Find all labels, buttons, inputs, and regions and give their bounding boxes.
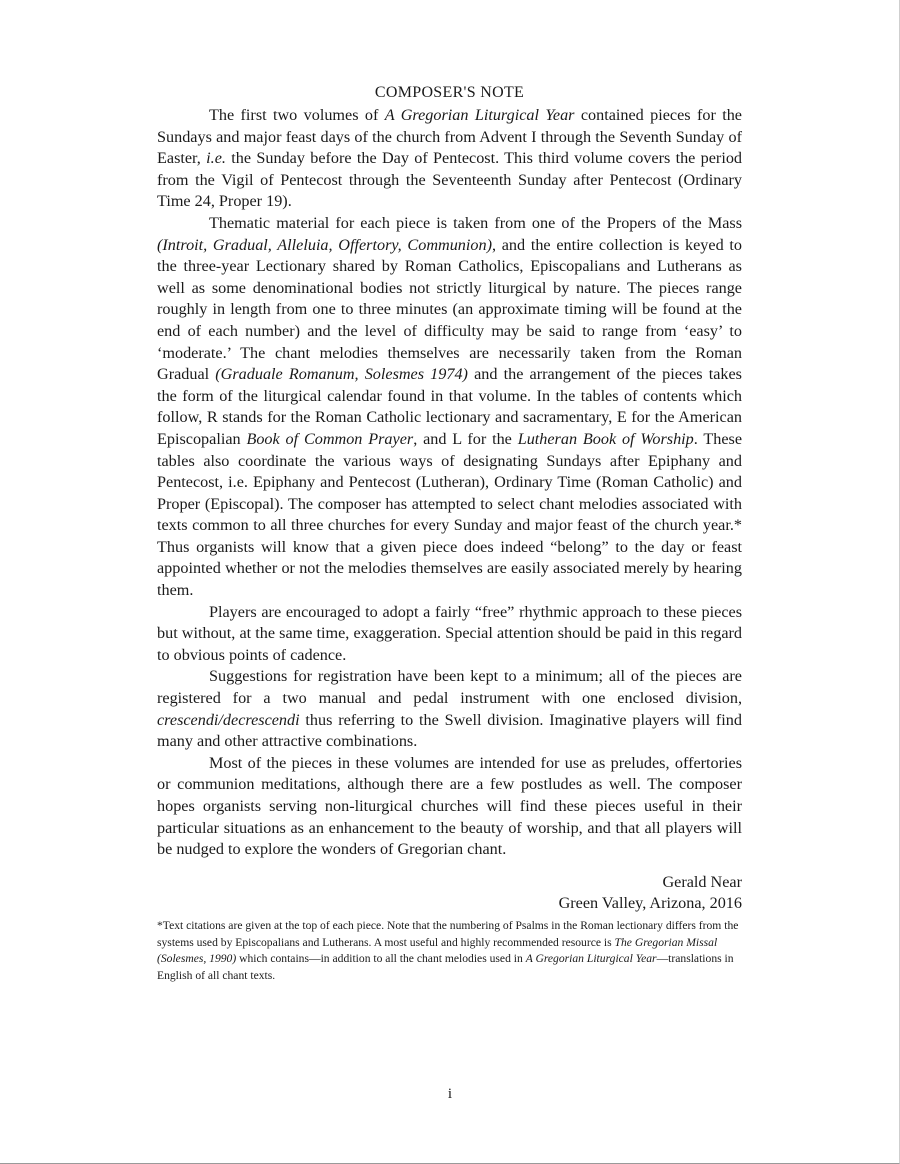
paragraph: Thematic material for each piece is taken from one of the Propers of the Mass (Introit, Gradual, Alleluia, Offertory, Communion), and the entire collection is keyed to the three-year Lectionary shared by Roman Catholics, Episcopalians and Lutherans as well as some denominational bodies not strictly liturgical by nature. The pieces range roughly in length from one to three minutes (an approximate timing will be found at the end of each number) and the level of difficulty may be said to range from ‘easy’ to ‘moderate.’ The chant melodies themselves are necessarily taken from the Roman Gradual (Graduale Romanum, Solesmes 1974) and the arrangement of the pieces takes the form of the liturgical calendar found in that volume. In the tables of contents which follow, R stands for the Roman Catholic lectionary and sacramentary, E for the American Episcopalian Book of Common Prayer, and L for the Lutheran Book of Worship. These tables also coordinate the various ways of designating Sundays after Epiphany and Pentecost, i.e. Epiphany and Pentecost (Lutheran), Ordinary Time (Roman Catholic) and Proper (Episcopal). The composer has attempted to select chant melodies associated with texts common to all three churches for every Sunday and major feast of the church year.* Thus organists will know that a given piece does indeed “belong” to the day or feast appointed whether or not the melodies themselves are easily associated merely by hearing them. xyxy=(157,213,742,600)
italic-text: The Gregorian Missal (Solesmes, 1990) xyxy=(157,935,718,966)
signature-block xyxy=(157,872,742,915)
italic-text: crescendi/decrescendi xyxy=(157,710,300,729)
place-date: Green Valley, Arizona, 2016 xyxy=(558,894,742,913)
italic-text: Book of Common Prayer xyxy=(246,429,414,448)
italic-text: Lutheran Book of Worship xyxy=(517,429,694,448)
italic-text: A Gregorian Liturgical Year xyxy=(384,106,575,124)
paragraph: Players are encouraged to adopt a fairly “free” rhythmic approach to these pieces but without, at the same time, exaggeration. Special attention should be paid in this regard to obvious points of cadence. xyxy=(157,602,742,664)
italic-text: (Introit, Gradual, Alleluia, Offertory, Communion) xyxy=(157,235,492,254)
italic-text: i.e. xyxy=(206,149,226,168)
paragraph: The first two volumes of A Gregorian Liturgical Year contained pieces for the Sundays and major feast days of the church from Advent I through the Seventh Sunday of Easter, i.e. the Sunday before the Day of Pentecost. This third volume covers the period from the Vigil of Pentecost through the Seventeenth Sunday after Pentecost (Ordinary Time 24, Proper 19). xyxy=(157,106,743,211)
footnote: *Text citations are given at the top of each piece. Note that the numbering of Psalms in the Roman lectionary differs from the systems used by Episcopalians and Lutherans. A most useful and highly recommended resource is The Gregorian Missal (Solesmes, 1990) which contains—in addition to all the chant melodies used in A Gregorian Liturgical Year—translations in English of all chant texts. xyxy=(157,918,739,982)
page-title: COMPOSER'S NOTE xyxy=(374,84,525,101)
document-content xyxy=(157,84,742,984)
author-name: Gerald Near xyxy=(662,872,742,891)
italic-text: A Gregorian Liturgical Year xyxy=(525,952,657,966)
paragraph: Most of the pieces in these volumes are intended for use as preludes, offertories or communion meditations, although there are a few postludes as well. The composer hopes organists serving non-liturgical churches will find these pieces useful in their particular situations as an enhancement to the beauty of worship, and that all players will be nudged to explore the wonders of Gregorian chant. xyxy=(157,753,742,859)
paragraph: Suggestions for registration have been kept to a minimum; all of the pieces are registered for a two manual and pedal instrument with one enclosed division, crescendi/decrescendi thus referring to the Swell division. Imaginative players will find many and other attractive combinations. xyxy=(157,667,742,751)
page-number: i xyxy=(447,1086,453,1102)
body-text xyxy=(157,105,742,861)
italic-text: (Graduale Romanum, Solesmes 1974) xyxy=(215,365,468,384)
